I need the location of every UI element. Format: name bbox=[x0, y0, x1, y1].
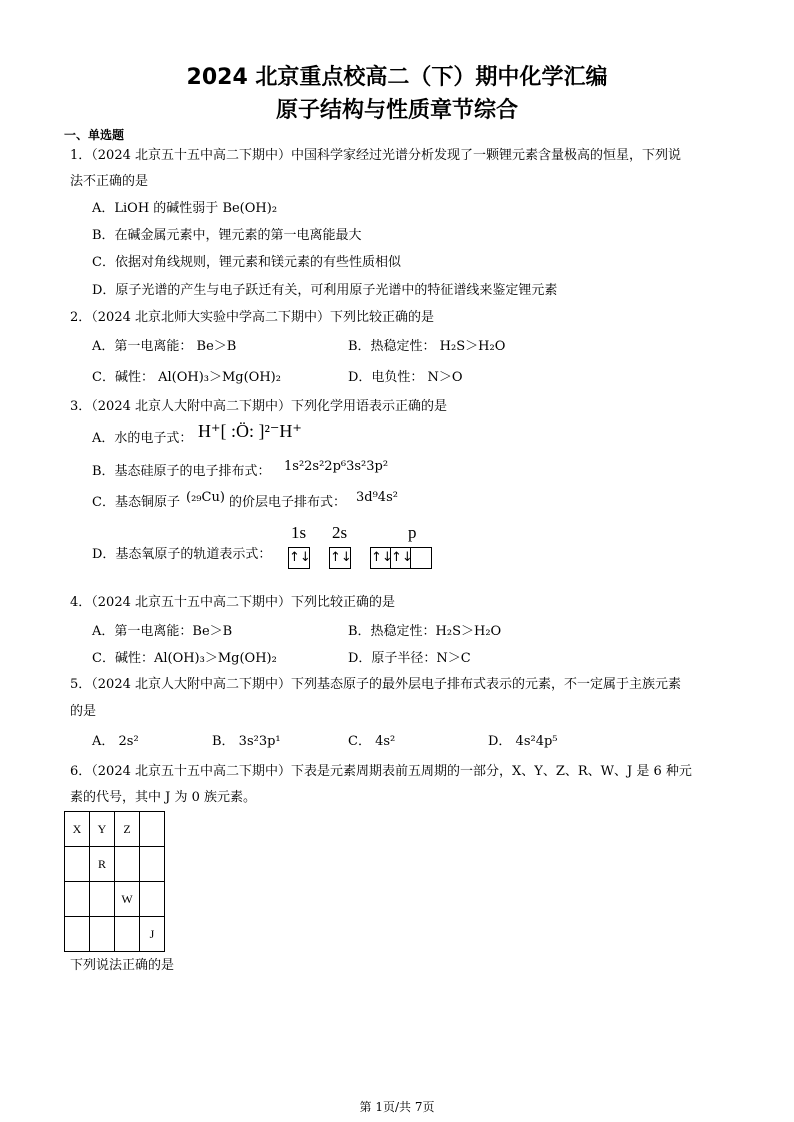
q2-option-b: B．热稳定性： H₂S＞H₂O bbox=[348, 339, 506, 354]
orbital-diagram bbox=[288, 523, 458, 571]
q3-option-d-label: D．基态氧原子的轨道表示式： bbox=[92, 547, 272, 562]
orbital-cell: ↑↓ bbox=[330, 550, 352, 565]
q6-after-table: 下列说法正确的是 bbox=[70, 958, 175, 973]
table-cell: Z bbox=[115, 812, 140, 847]
q4-option-c: C．碱性：Al(OH)₃＞Mg(OH)₂ bbox=[92, 651, 277, 666]
q4-stem: 4．（2024 北京五十五中高二下期中）下列比较正确的是 bbox=[70, 595, 395, 610]
q1-option-c: C．依据对角线规则，锂元素和镁元素的有些性质相似 bbox=[92, 255, 401, 270]
q3-option-c-label2: 的价层电子排布式： bbox=[229, 495, 347, 510]
table-cell bbox=[140, 812, 165, 847]
table-cell bbox=[65, 882, 90, 917]
q5-stem-line2: 的是 bbox=[70, 704, 97, 719]
table-cell bbox=[65, 917, 90, 952]
q5-option-d: D． 4s²4p⁵ bbox=[488, 734, 558, 749]
q2-option-d: D．电负性： N＞O bbox=[348, 370, 463, 385]
q1-option-d: D．原子光谱的产生与电子跃迁有关，可利用原子光谱中的特征谱线来鉴定锂元素 bbox=[92, 283, 558, 298]
orbital-label-1s: 1s bbox=[291, 523, 307, 542]
table-cell bbox=[115, 917, 140, 952]
orbital-cell: ↑↓ bbox=[371, 548, 391, 568]
table-cell bbox=[140, 882, 165, 917]
q6-stem-line1: 6．（2024 北京五十五中高二下期中）下表是元素周期表前五周期的一部分，X、Y、Z、R、W、J 是 6 种元 bbox=[70, 764, 692, 779]
q3-option-b-formula: 1s²2s²2p⁶3s²3p² bbox=[284, 459, 389, 474]
table-cell: W bbox=[115, 882, 140, 917]
document-title-line1: 2024 北京重点校高二（下）期中化学汇编 bbox=[186, 65, 608, 90]
q1-option-a: A．LiOH 的碱性弱于 Be(OH)₂ bbox=[92, 201, 278, 216]
orbital-cell bbox=[411, 548, 431, 568]
q3-option-c-formula: 3d⁹4s² bbox=[356, 490, 398, 505]
periodic-table-fragment bbox=[64, 811, 165, 952]
q4-option-a: A．第一电离能：Be＞B bbox=[92, 624, 233, 639]
q3-stem: 3．（2024 北京人大附中高二下期中）下列化学用语表示正确的是 bbox=[70, 399, 447, 414]
water-electron-formula: H⁺[ :Ö: ]²⁻H⁺ bbox=[198, 421, 302, 441]
table-cell: J bbox=[140, 917, 165, 952]
orbital-box-2s bbox=[329, 547, 351, 569]
q5-option-a: A． 2s² bbox=[92, 734, 139, 749]
q2-option-c: C．碱性： Al(OH)₃＞Mg(OH)₂ bbox=[92, 370, 281, 385]
table-cell bbox=[140, 847, 165, 882]
table-cell: X bbox=[65, 812, 90, 847]
table-cell bbox=[90, 917, 115, 952]
q3-option-c-label: C．基态铜原子 bbox=[92, 495, 180, 510]
q2-option-a: A．第一电离能： Be＞B bbox=[92, 339, 237, 354]
q1-option-b: B．在碱金属元素中，锂元素的第一电离能最大 bbox=[92, 228, 362, 243]
table-cell bbox=[90, 882, 115, 917]
orbital-cell: ↑↓ bbox=[289, 550, 311, 565]
q3-option-b-label: B．基态硅原子的电子排布式： bbox=[92, 464, 271, 479]
orbital-label-p: p bbox=[408, 523, 417, 542]
orbital-box-1s bbox=[288, 547, 310, 569]
table-cell: R bbox=[90, 847, 115, 882]
orbital-label-2s: 2s bbox=[332, 523, 348, 542]
q3-option-c-cu: (₂₉Cu) bbox=[186, 490, 225, 505]
table-cell bbox=[115, 847, 140, 882]
page-number: 第 1页/共 7页 bbox=[359, 1100, 435, 1114]
q4-option-d: D．原子半径：N＞C bbox=[348, 651, 471, 666]
q6-stem-line2: 素的代号，其中 J 为 0 族元素。 bbox=[70, 790, 257, 805]
q4-option-b: B．热稳定性：H₂S＞H₂O bbox=[348, 624, 502, 639]
q3-option-a-label: A．水的电子式： bbox=[92, 431, 193, 446]
q1-stem-line1: 1．（2024 北京五十五中高二下期中）中国科学家经过光谱分析发现了一颗锂元素含量极高的恒星，下列说 bbox=[70, 148, 681, 163]
q1-stem-line2: 法不正确的是 bbox=[70, 174, 149, 189]
q5-option-b: B． 3s²3p¹ bbox=[212, 734, 281, 749]
orbital-cell: ↑↓ bbox=[391, 548, 411, 568]
q5-option-c: C． 4s² bbox=[348, 734, 396, 749]
table-cell: Y bbox=[90, 812, 115, 847]
q2-stem: 2．（2024 北京北师大实验中学高二下期中）下列比较正确的是 bbox=[70, 310, 434, 325]
q5-stem-line1: 5．（2024 北京人大附中高二下期中）下列基态原子的最外层电子排布式表示的元素，不一定属于主族元素 bbox=[70, 677, 681, 692]
section-heading: 一、单选题 bbox=[64, 128, 125, 142]
orbital-box-2p bbox=[370, 547, 432, 569]
table-cell bbox=[65, 847, 90, 882]
document-title-line2: 原子结构与性质章节综合 bbox=[275, 98, 518, 123]
